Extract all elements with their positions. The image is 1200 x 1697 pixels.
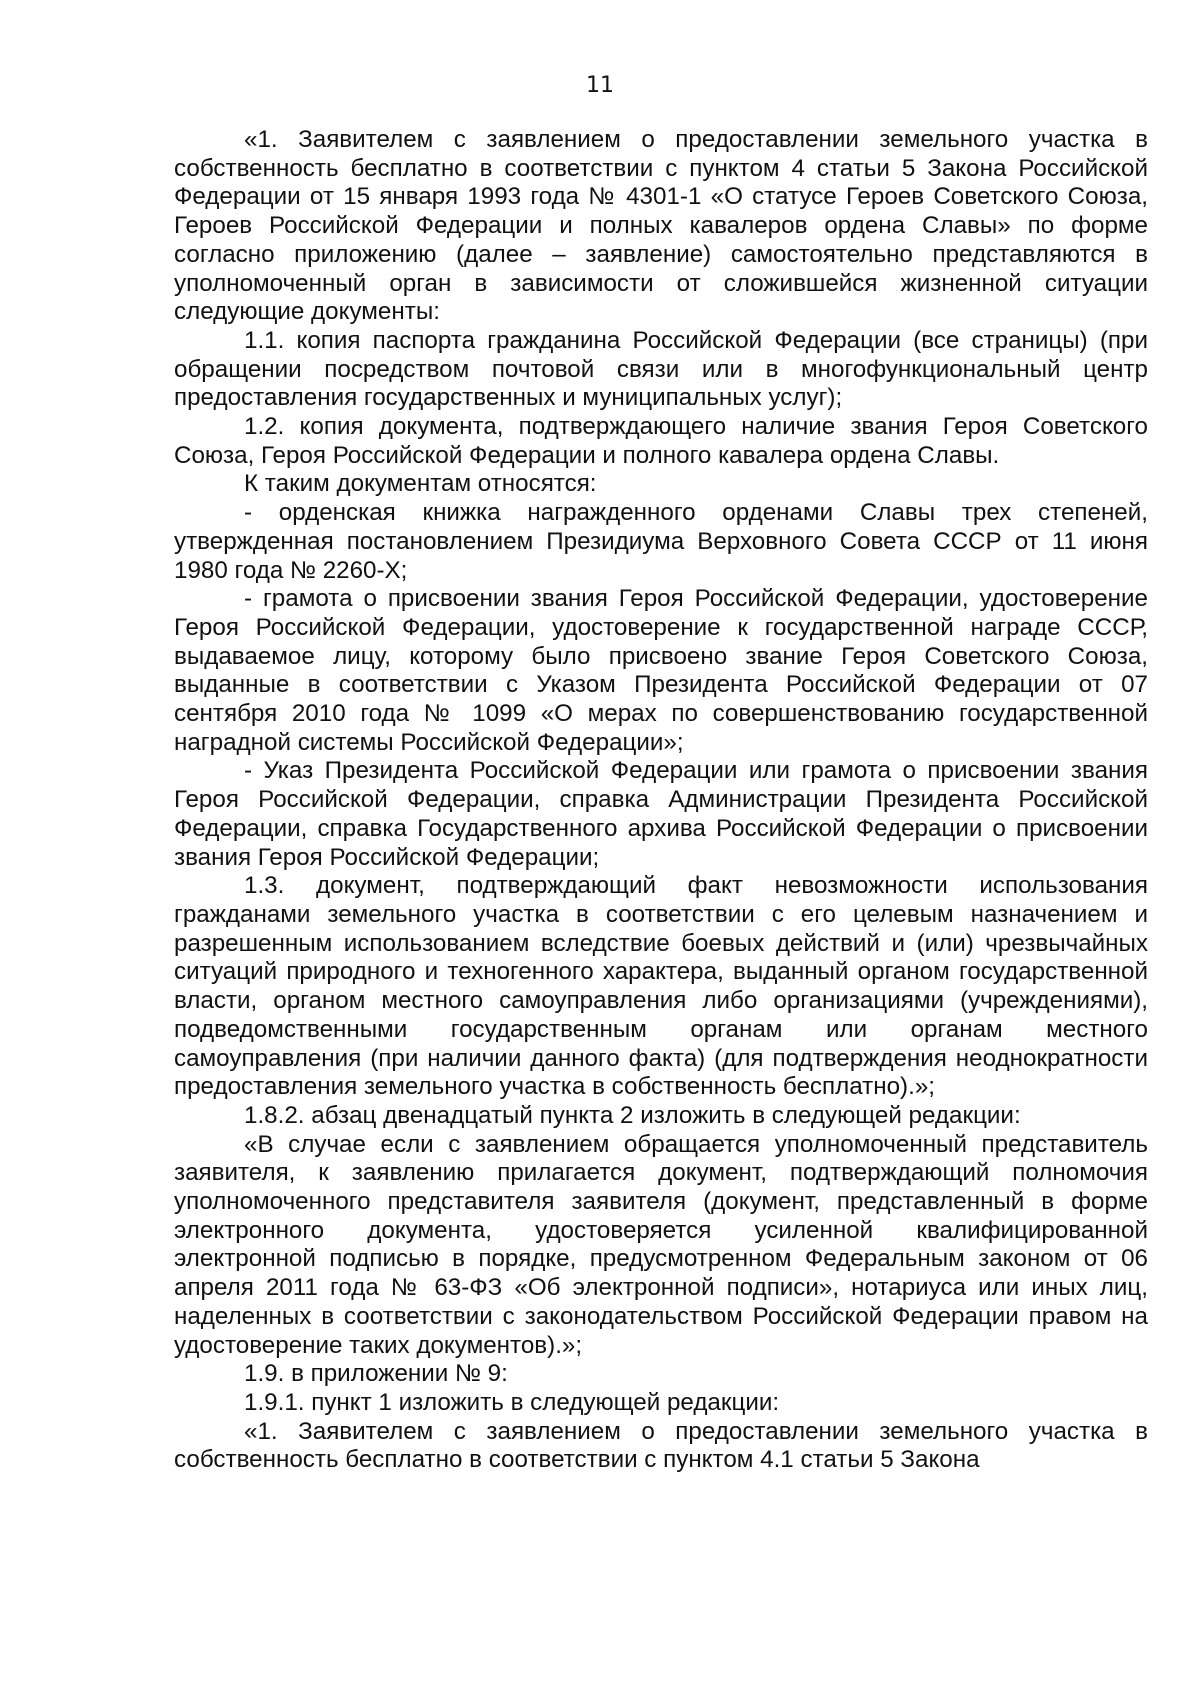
paragraph-1-8-2: 1.8.2. абзац двенадцатый пункта 2 изложить в следующей редакции: xyxy=(244,1101,1021,1129)
paragraph-1-1: 1.1. копия паспорта гражданина Российской Федерации (все страницы) (при обращении посредством почтовой связи или в многофункциональный центр предоставления государственных и муниципальных услуг); xyxy=(174,326,1148,412)
list-item-hero-certificate: - грамота о присвоении звания Героя Российской Федерации, удостоверение Героя Российской Федерации, удостоверение к государственной награде СССР, выдаваемое лицу, которому было присвоено звание Героя Советского Союза, выданные в соответствии с Указом Президента Российской Федерации от 07 сентября 2010 года № 1099 «О мерах по совершенствованию государственной наградной системы Российской Федерации»; xyxy=(174,585,1148,756)
paragraph-1: «1. Заявителем с заявлением о предоставлении земельного участка в собственность бесплатно в соответствии с пунктом 4 статьи 5 Закона Российской Федерации от 15 января 1993 года № 4301-1 «О статусе Героев Советского Союза, Героев Российской Федерации и полных кавалеров ордена Славы» по форме согласно приложению (далее – заявление) самостоятельно представляются в уполномоченный орган в зависимости от сложившейся жизненной ситуации следующие документы: xyxy=(174,126,1148,326)
paragraph-1-2: 1.2. копия документа, подтверждающего наличие звания Героя Советского Союза, Героя Российской Федерации и полного кавалера ордена Славы. xyxy=(174,413,1148,469)
list-item-presidential-decree: - Указ Президента Российской Федерации или грамота о присвоении звания Героя Российской Федерации, справка Администрации Президента Российской Федерации, справка Государственного архива Российской Федерации о присвоении звания Героя Российской Федерации; xyxy=(174,757,1148,871)
document-body xyxy=(174,126,1148,1475)
paragraph-new-item-1: «1. Заявителем с заявлением о предоставлении земельного участка в собственность бесплатно в соответствии с пунктом 4.1 статьи 5 Закона xyxy=(174,1417,1148,1474)
list-item-order-book: - орденская книжка награжденного орденами Славы трех степеней, утвержденная постановлением Президиума Верховного Совета СССР от 11 июня 1980 года № 2260-X; xyxy=(174,499,1148,584)
paragraph-documents-intro: К таким документам относятся: xyxy=(244,470,597,498)
paragraph-1-9-1: 1.9.1. пункт 1 изложить в следующей редакции: xyxy=(244,1388,780,1416)
paragraph-1-9: 1.9. в приложении № 9: xyxy=(244,1360,508,1388)
paragraph-representative: «В случае если с заявлением обращается уполномоченный представитель заявителя, к заявлению прилагается документ, подтверждающий полномочия уполномоченного представителя заявителя (документ, представленный в форме электронного документа, удостоверяется усиленной квалифицированной электронной подписью в порядке, предусмотренном Федеральным законом от 06 апреля 2011 года № 63-ФЗ «Об электронной подписи», нотариуса или иных лиц, наделенных в соответствии с законодательством Российской Федерации правом на удостоверение таких документов).»; xyxy=(174,1130,1148,1359)
paragraph-1-3: 1.3. документ, подтверждающий факт невозможности использования гражданами земельного участка в соответствии с его целевым назначением и разрешенным использованием вследствие боевых действий и (или) чрезвычайных ситуаций природного и техногенного характера, выданный органом государственной власти, органом местного самоуправления либо организациями (учреждениями), подведомственными государственным органам или органам местного самоуправления (при наличии данного факта) (для подтверждения неоднократности предоставления земельного участка в собственность бесплатно).»; xyxy=(174,872,1148,1101)
page-number: 11 xyxy=(586,73,614,98)
